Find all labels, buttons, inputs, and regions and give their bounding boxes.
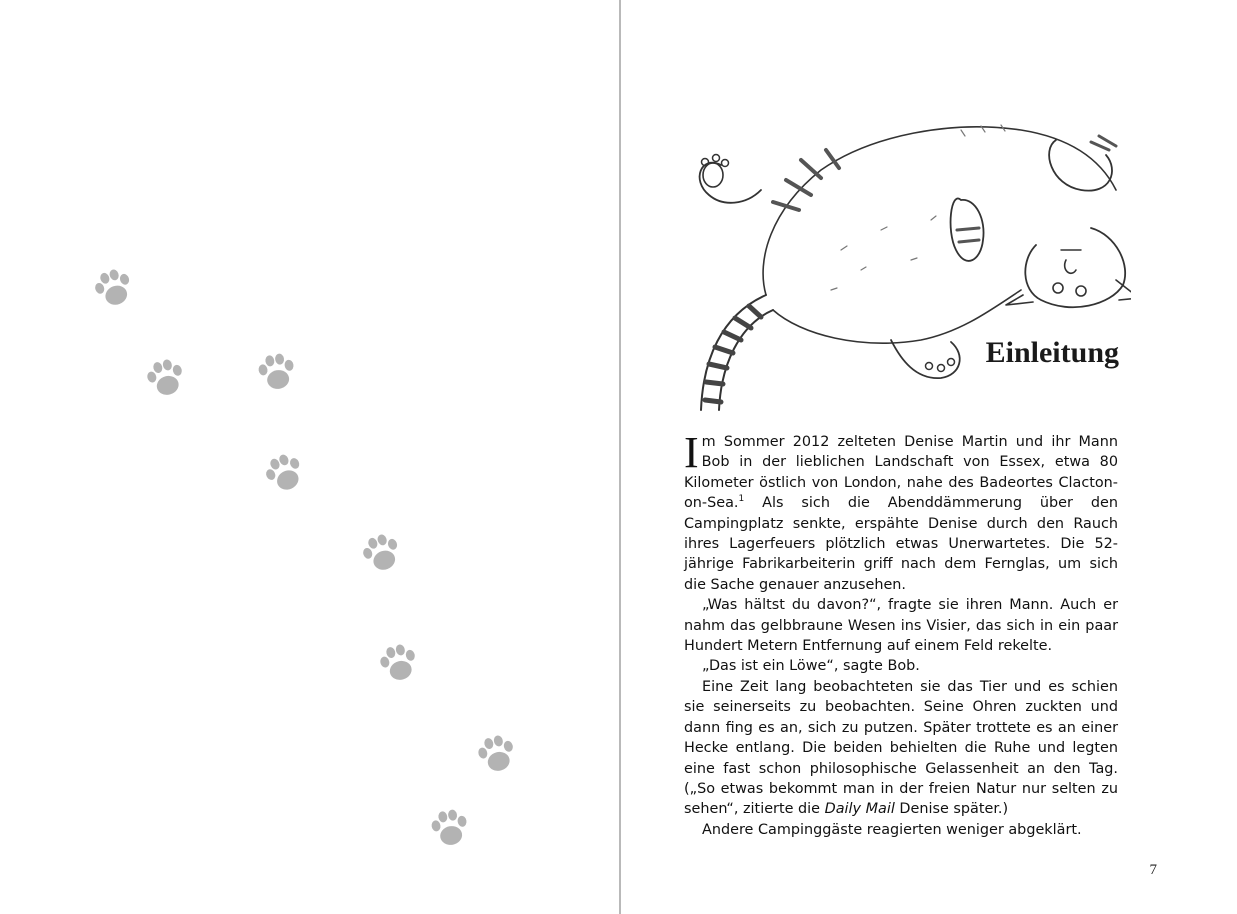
- paragraph-text: Denise später.): [894, 801, 1009, 818]
- paragraph: [684, 428, 1118, 595]
- paw-print-icon: [470, 728, 524, 782]
- publication-title: Daily Mail: [824, 801, 895, 818]
- paragraph-text: m Sommer 2012 zelteten Denise Martin und ihr Mann Bob in der lieblichen Landschaft von Essex, etwa 80 Kilometer östlich von London, nahe des Badeortes Clacton-on-Sea.: [684, 434, 1118, 512]
- paragraph: „Das ist ein Löwe“, sagte Bob.: [702, 658, 920, 675]
- page-number: 7: [1149, 862, 1157, 878]
- chapter-body: [684, 428, 1118, 840]
- right-page: [621, 0, 1237, 914]
- paragraph: „Was hältst du davon?“, fragte sie ihren Mann. Auch er nahm das gelbbraune Wesen ins Visier, das sich in ein paar Hundert Metern Entfernung auf einem Feld rekelte.: [684, 597, 1118, 655]
- paw-print-icon: [372, 637, 426, 691]
- sleeping-cat-illustration: [661, 110, 1131, 430]
- paw-print-icon: [252, 348, 303, 399]
- footnote-marker[interactable]: 1: [738, 494, 745, 505]
- paragraph: Andere Campinggäste reagierten weniger abgeklärt.: [702, 821, 1082, 838]
- paragraph: [684, 677, 1118, 820]
- drop-cap: I: [684, 428, 699, 477]
- paragraph-text: Als sich die Abenddämmerung über den Campingplatz senkte, erspähte Denise durch den Rauch ihres Lagerfeuers plötzlich etwas Unerwartetes. Die 52-jährige Fabrikarbeiterin griff nach dem Fernglas, um sich die Sache genauer anzusehen.: [684, 495, 1118, 593]
- paw-print-icon: [139, 352, 193, 406]
- paw-print-icon: [86, 261, 142, 317]
- paragraph-text: Eine Zeit lang beobachteten sie das Tier und es schien sie seinerseits zu beobachten. Seine Ohren zuckten und dann fing es an, sich zu putzen. Später trottete es an einer Hecke entlang. Die beiden behielten die Ruhe und legten eine fast schon philosophische Gelassenheit an den Tag. („So etwas bekommt man in der freien Natur nur selten zu sehen“, zitierte die: [684, 678, 1118, 818]
- paw-print-icon: [256, 445, 314, 503]
- chapter-title: Einleitung: [985, 336, 1119, 369]
- paw-print-icon: [354, 526, 410, 582]
- paw-print-icon: [425, 804, 476, 855]
